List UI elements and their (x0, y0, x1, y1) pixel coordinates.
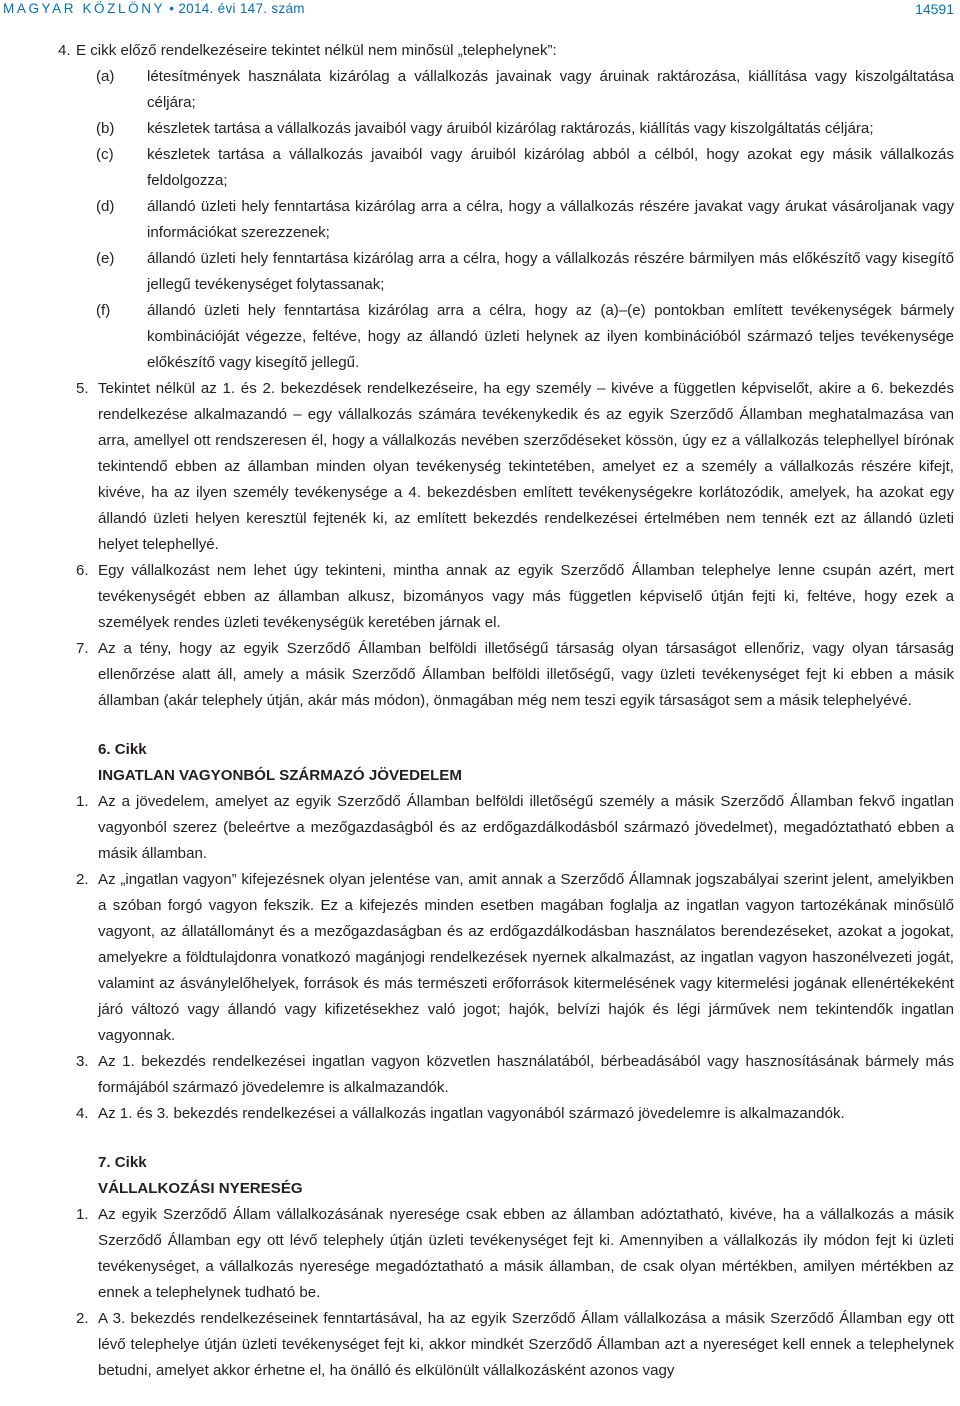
paragraph (0, 1049, 960, 1101)
paragraph (0, 636, 960, 714)
list-item (0, 194, 960, 246)
item-text: állandó üzleti hely fenntartása kizárólag arra a célra, hogy a vállalkozás részére bármilyen más előkészítő vagy kisegítő jellegű tevékenységet folytassanak; (147, 250, 954, 293)
item-text: létesítmények használata kizárólag a vállalkozás javainak vagy áruinak raktározása, kiállítása vagy kiszolgáltatása céljára; (147, 68, 954, 111)
paragraph (0, 1101, 960, 1127)
header-bullet: • (169, 1, 175, 16)
article-title: INGATLAN VAGYONBÓL SZÁRMAZÓ JÖVEDELEM (98, 767, 462, 784)
paragraph-number: 3. (76, 1053, 89, 1070)
paragraph (0, 1202, 960, 1306)
item-label: (f) (96, 302, 111, 319)
article-title: VÁLLALKOZÁSI NYERESÉG (98, 1180, 303, 1197)
item-text: készletek tartása a vállalkozás javaiból vagy áruiból kizárólag abból a célból, hogy azokat egy másik vállalkozás feldolgozza; (147, 146, 954, 189)
paragraph-text: Az „ingatlan vagyon” kifejezésnek olyan jelentése van, amit annak a Szerződő Államnak jogszabályai szerint jelent, amelyikben a szóban forgó vagyon fekszik. Ez a kifejezés minden esetben magában foglalja az ingatlan vagyon tartozékának minősülő vagyont, az állatállományt és a mezőgazdaságban és az erdőgazdálkodásban használatos berendezéseket, azokat a jogokat, amelyekre a földtulajdonra vonatkozó magánjogi rendelkezések nyernek alkalmazást, az ingatlan vagyon haszonélvezeti jogát, valamint az ásványlelőhelyek, források és más természeti erőforrások kitermelésének vagy kitermelési jogának ellenértékeként járó változó vagy állandó vagy kifizetésekhez való jogot; hajók, belvízi hajók és légi járművek nem tekintendők ingatlan vagyonnak. (98, 871, 954, 1044)
journal-title (3, 1, 305, 16)
paragraph-number: 5. (76, 380, 89, 397)
paragraph (0, 38, 960, 64)
paragraph-number: 2. (76, 1310, 89, 1327)
paragraph-number: 1. (76, 1206, 89, 1223)
journal-name: MAGYAR KÖZLÖNY (3, 1, 166, 16)
list-item (0, 298, 960, 376)
item-label: (e) (96, 250, 115, 267)
paragraph-text: Az 1. és 3. bekezdés rendelkezései a vállalkozás ingatlan vagyonából származó jövedelemre is alkalmazandók. (98, 1105, 845, 1122)
list-item (0, 246, 960, 298)
paragraph-text: Az 1. bekezdés rendelkezései ingatlan vagyon közvetlen használatából, bérbeadásából vagy hasznosításának bármely más formájából származó jövedelemre is alkalmazandók. (98, 1053, 954, 1096)
paragraph (0, 376, 960, 558)
paragraph-number: 2. (76, 871, 89, 888)
paragraph-text: Az a tény, hogy az egyik Szerződő Államban belföldi illetőségű társaság olyan társaságot ellenőriz, vagy olyan társaság ellenőrzése alatt áll, amely a másik Szerződő Államban belföldi illetőségű, vagy üzleti tevékenységet fejt ki ebben a másik államban (akár telephely útján, akár más módon), önmagában még nem teszi egyik társaságot sem a másik telephelyévé. (98, 640, 954, 709)
page-number: 14591 (915, 1, 954, 17)
item-text: állandó üzleti hely fenntartása kizárólag arra a célra, hogy az (a)–(e) pontokban említett tevékenységek bármely kombinációját végezze, feltéve, hogy az állandó üzleti helynek az ilyen kombinációból származó teljes tevékenysége előkészítő vagy kisegítő jellegű. (147, 302, 954, 371)
paragraph-number: 4. (58, 42, 71, 59)
item-label: (c) (96, 146, 114, 163)
list-item (0, 116, 960, 142)
paragraph (0, 867, 960, 1049)
paragraph (0, 558, 960, 636)
item-label: (d) (96, 198, 115, 215)
paragraph-text: A 3. bekezdés rendelkezéseinek fenntartásával, ha az egyik Szerződő Állam vállalkozása a másik Szerződő Államban egy ott lévő telephelye útján üzleti tevékenységet fejt ki, akkor mindkét Szerződő Államban azt a nyereséget kell ennek a telephelynek betudni, amelyet akkor érhetne el, ha önálló és elkülönült vállalkozásként azonos vagy (98, 1310, 954, 1379)
issue-label: 2014. évi 147. szám (178, 1, 305, 16)
paragraph (0, 1306, 960, 1384)
paragraph-text: Az egyik Szerződő Állam vállalkozásának nyeresége csak ebben az államban adóztatható, kivéve, ha a vállalkozás a másik Szerződő Államban egy ott lévő telephely útján üzleti tevékenységet fejt ki. Amennyiben a vállalkozás ily módon fejt ki üzleti tevékenységet, a vállalkozás nyeresége megadóztatható a másik államban, de csak olyan mértékben, amilyen mértékben az ennek a telephelynek tudható be. (98, 1206, 954, 1301)
item-label: (a) (96, 68, 115, 85)
paragraph-text: E cikk előző rendelkezéseire tekintet nélkül nem minősül „telephelynek”: (76, 42, 557, 59)
paragraph-text: Tekintet nélkül az 1. és 2. bekezdések rendelkezéseire, ha egy személy – kivéve a független képviselőt, akire a 6. bekezdés rendelkezése alkalmazandó – egy vállalkozás számára tevékenykedik és az egyik Szerződő Államban meghatalmazása van arra, amellyel ott rendszeresen él, hogy a vállalkozás nevében szerződéseket kössön, úgy ez a vállalkozás telephellyel bírónak tekintendő ebben az államban minden olyan tevékenység tekintetében, amelyet ez a személy a vállalkozás részére kifejt, kivéve, ha az ilyen személy tevékenysége a 4. bekezdésben említett tevékenységekre korlátozódik, amelyek, ha azokat egy állandó üzleti helyen keresztül fejtenék ki, az említett bekezdés rendelkezései értelmében nem tennék ezt az állandó üzleti helyet telephellyé. (98, 380, 954, 553)
paragraph-text: Az a jövedelem, amelyet az egyik Szerződő Államban belföldi illetőségű személy a másik Szerződő Államban fekvő ingatlan vagyonból szerez (beleértve a mezőgazdaságból és az erdőgazdálkodásból származó jövedelmet), megadóztatható ebben a másik államban. (98, 793, 954, 862)
article-number: 7. Cikk (98, 1154, 147, 1171)
item-text: készletek tartása a vállalkozás javaiból vagy áruiból kizárólag raktározás, kiállítás vagy kiszolgáltatás céljára; (147, 120, 874, 137)
article-number: 6. Cikk (98, 741, 147, 758)
paragraph (0, 789, 960, 867)
list-item (0, 142, 960, 194)
paragraph-text: Egy vállalkozást nem lehet úgy tekinteni, mintha annak az egyik Szerződő Államban telephelye lenne csupán azért, mert tevékenységét ebben az államban alkusz, bizományos vagy más független képviselő útján fejti ki, feltéve, hogy ezek a személyek rendes üzleti tevékenységük keretében járnak el. (98, 562, 954, 631)
paragraph-number: 4. (76, 1105, 89, 1122)
document-body (0, 38, 960, 1384)
paragraph-number: 7. (76, 640, 89, 657)
page-header (0, 0, 960, 20)
paragraph-number: 6. (76, 562, 89, 579)
paragraph-number: 1. (76, 793, 89, 810)
item-label: (b) (96, 120, 115, 137)
item-text: állandó üzleti hely fenntartása kizárólag arra a célra, hogy a vállalkozás részére javakat vagy árukat vásároljanak vagy információkat szerezzenek; (147, 198, 954, 241)
list-item (0, 64, 960, 116)
